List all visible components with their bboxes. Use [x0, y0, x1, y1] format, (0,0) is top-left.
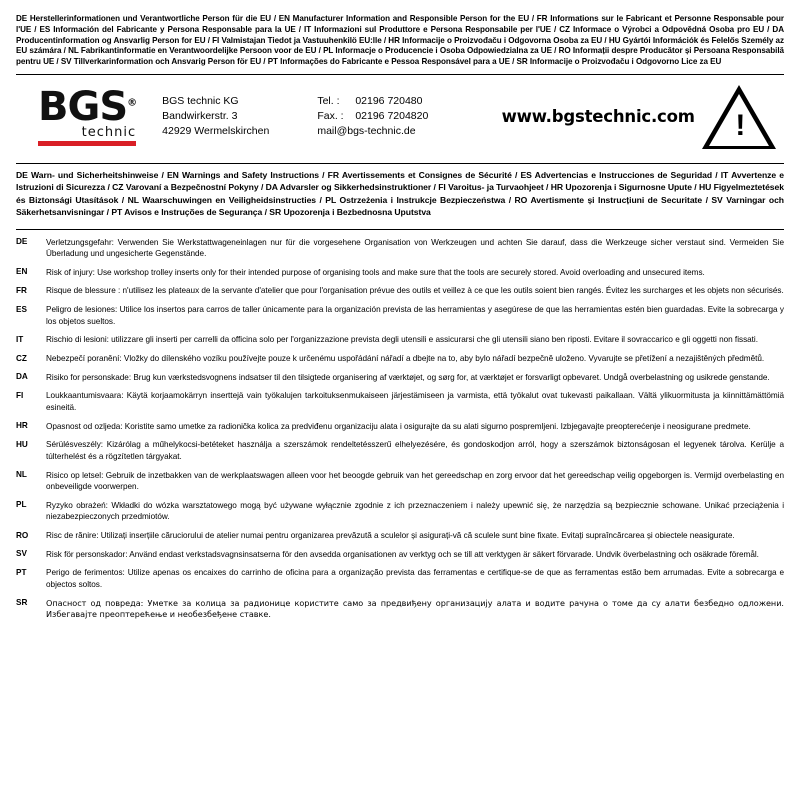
company-street: Bandwirkerstr. 3 [162, 110, 238, 123]
instruction-text: Opasnost od ozljeda: Koristite samo umetke za radionička kolica za predviđenu organizaciju alata i osigurajte da su alati sigurno pospremljeni. Izbjegavajte preopterećenje i neosigurane predmete. [46, 421, 751, 431]
divider-bottom [16, 229, 784, 230]
language-code: CZ [16, 353, 27, 363]
language-code: RO [16, 530, 29, 540]
manufacturer-information-notice: DE Herstellerinformationen und Verantwortliche Person für die EU / EN Manufacturer Information and Responsible Person for the EU / FR Informations sur le Fabricant et Personne Responsable pour l'UE / ES Información del Fabricante y Persona Responsable para la UE / IT Informazioni sul Produttore e Persona Responsabile per l'UE / CZ Informace o Výrobci a Odpovědná Osoba pro EU / DA Producentinformation og Ansvarlig Person for EU / FI Valmistajan Tiedot ja Vastuuhenkilö EU:lle / HR Informacije o Proizvođaču i Odgovorna Osoba za EU / HU Gyártói Információk és Felelős Személy az EU számára / NL Fabrikantinformatie en Verantwoordelijke Persoon voor de EU / PL Informacje o Producencie i Osoba Odpowiedzialna za UE / RO Informații despre Producător și Persoana Responsabilă pentru UE / SV Tillverkarinformation och Ansvarig Person för EU / PT Informações do Fabricante e Pessoa Responsável para a UE / SR Informacije o Proizvođaču i Odgovorno Lice za EU [16, 14, 784, 66]
fax-label: Fax. : [317, 110, 344, 123]
language-code: EN [16, 267, 28, 277]
instruction-row [16, 598, 784, 621]
logo-subtitle: technic [81, 125, 137, 141]
language-code: NL [16, 470, 27, 480]
instructions-list [16, 237, 784, 621]
instruction-row [16, 530, 784, 542]
company-header-band [16, 75, 784, 157]
warnings-title: DE Warn- und Sicherheitshinweise / EN Warnings and Safety Instructions / FR Avertissements et Consignes de Sécurité / ES Advertencias e Instrucciones de Seguridad / IT Avvertenze e Istruzioni di Sicurezza / CZ Varovaní a Bezpečnostní Pokyny / DA Advarsler og Sikkerhedsinstruktioner / FI Varoitus- ja Turvaohjeet / HR Upozorenja i Sigurnosne Upute / HU Figyelmeztetések és Biztonsági Utasítások / NL Waarschuwingen en Veiligheidsinstructies / PL Ostrzeżenia i Instrukcje Bezpieczeństwa / RO Avertismente și Instrucțiuni de Securitate / SV Varningar och Säkerhetsanvisningar / PT Avisos e Instruções de Segurança / SR Upozorenja i Bezbednosna Uputstva [16, 169, 784, 218]
instruction-text: Rischio di lesioni: utilizzare gli inserti per carrelli da officina solo per l'organizzazione prevista degli utensili e assicurarsi che gli utensili siano ben riposti. Evitare il sovraccarico e gli oggetti non fissati. [46, 335, 758, 345]
exclamation-mark: ! [735, 108, 746, 142]
language-code: DA [16, 372, 28, 382]
instruction-text: Опасност од повреда: Уметке за колица за радионице користите само за предвиђену организацију алата и водите рачуна о томе да су алати безбедно одложени. Избегавајте преоптерећење и необезбеђене ставке. [46, 597, 784, 620]
bgs-logo [38, 84, 137, 146]
language-code: SR [16, 598, 28, 608]
logo-word-text: BGS [38, 84, 128, 131]
warning-symbol-cell [695, 85, 784, 149]
language-code: HU [16, 439, 28, 449]
instruction-row [16, 285, 784, 297]
company-name: BGS technic KG [162, 94, 239, 107]
instruction-row [16, 549, 784, 561]
instruction-row [16, 390, 784, 413]
instruction-text: Risico op letsel: Gebruik de inzetbakken van de werkplaatswagen alleen voor het beoogde gebruik van het gereedschap en zorg ervoor dat het gereedschap veilig opgeborgen is. Vermijd overbelasting en onbeveiligde voorwerpen. [46, 470, 784, 492]
language-code: PL [16, 500, 27, 510]
tel-value: 02196 720480 [355, 94, 423, 107]
language-code: IT [16, 334, 24, 344]
instruction-row [16, 421, 784, 433]
instruction-row [16, 267, 784, 279]
language-code: FI [16, 390, 24, 400]
instruction-text: Loukkaantumisvaara: Käytä korjaamokärryn inserttejä vain työkalujen tarkoituksenmukaiseen järjestämiseen ja varmista, että työkalut ovat tukevasti paikallaan. Vältä ylikuormitusta ja kiinnittämättömiä esineitä. [46, 391, 784, 412]
fax-value: 02196 7204820 [355, 110, 429, 123]
instruction-text: Verletzungsgefahr: Verwenden Sie Werkstattwageneinlagen nur für die vorgesehene Organisation von Werkzeugen und achten Sie darauf, dass die Werkzeuge sicher verstaut sind. Vermeiden Sie Überladung und ungesicherte Gegenstände. [46, 237, 784, 259]
instruction-text: Risque de blessure : n'utilisez les plateaux de la servante d'atelier que pour l'organisation prévue des outils et veillez à ce que les outils soient bien rangés. Évitez les surcharges et les objets non sécurisés. [46, 286, 784, 296]
instruction-text: Risc de rănire: Utilizați inserțiile căruciorului de atelier numai pentru organizarea prevăzută a sculelor și asigurați-vă că sculele sunt bine fixate. Evitați supraîncărcarea și obiectele neasigurate. [46, 531, 735, 541]
instruction-row [16, 353, 784, 365]
company-address [162, 94, 317, 140]
contact-mail-row[interactable] [317, 124, 501, 139]
mail-label: mail@ [317, 125, 348, 138]
contact-tel-row [317, 94, 501, 109]
instruction-text: Peligro de lesiones: Utilice los insertos para carros de taller únicamente para la organización prevista de las herramientas y asegúrese de que las herramientas estén bien guardadas. Evite la sobrecarga y los objetos sueltos. [46, 305, 784, 326]
instruction-row [16, 372, 784, 384]
instruction-text: Nebezpečí poranění: Vložky do dílenského vozíku používejte pouze k určenému uspořádání nářadí a dbejte na to, aby bylo nářadí bezpečně uloženo. Vyvarujte se přetížení a nezajištěných předmětů. [46, 354, 765, 364]
company-contact [317, 94, 501, 140]
registered-trademark-icon: ® [127, 97, 137, 109]
language-code: SV [16, 549, 27, 559]
instruction-text: Risiko for personskade: Brug kun værkstedsvognens indsatser til den tilsigtede organisering af værktøjet, og sørg for, at værktøjet er forsvarligt opbevaret. Undgå overbelastning og usikrede genstande. [46, 372, 770, 382]
language-code: HR [16, 421, 28, 431]
language-code: PT [16, 567, 27, 577]
website-link[interactable]: www.bgstechnic.com [501, 107, 695, 127]
instruction-row [16, 567, 784, 590]
company-city: 42929 Wermelskirchen [162, 125, 270, 138]
instruction-row [16, 470, 784, 493]
instruction-text: Perigo de ferimentos: Utilize apenas os encaixes do carrinho de oficina para a organização prevista das ferramentas e certifique-se de que as ferramentas estão bem arrumadas. Evite a sobrecarga e objectos soltos. [46, 568, 784, 590]
instruction-row [16, 439, 784, 462]
contact-fax-row [317, 109, 501, 124]
instruction-text: Ryzyko obrażeń: Wkładki do wózka warsztatowego mogą być używane wyłącznie zgodnie z ich przeznaczeniem i należy upewnić się, że narzędzia są bezpiecznie schowane. Unikać przeciążenia i niezabezpieczonych przedmiotów. [46, 500, 784, 522]
language-code: DE [16, 237, 28, 247]
logo-cell [16, 84, 162, 146]
instruction-row [16, 237, 784, 260]
instruction-text: Risk för personskador: Använd endast verkstadsvagnsinsatserna för den avsedda organisationen av verktyg och se till att verktygen är säkert förvarade. Undvik överbelastning och osäkrade föremål. [46, 549, 759, 559]
tel-label: Tel. : [317, 94, 340, 107]
instruction-row [16, 500, 784, 523]
instruction-row [16, 334, 784, 346]
language-code: FR [16, 285, 27, 295]
warning-triangle-icon [702, 85, 776, 149]
logo-red-bar [38, 141, 136, 146]
mail-value: bgs-technic.de [347, 125, 416, 138]
instruction-row [16, 304, 784, 327]
instruction-text: Sérülésveszély: Kizárólag a műhelykocsi-betéteket használja a szerszámok rendeltetésszerű elhelyezésére, és gondoskodjon arról, hogy a szerszámok biztonságosan el legyenek tárolva. Kerülje a túlterhelést és a rögzítetlen tárgyakat. [46, 440, 784, 461]
instruction-text: Risk of injury: Use workshop trolley inserts only for their intended purpose of organising tools and make sure that the tools are securely stored. Avoid overloading and unsecured items. [46, 267, 705, 277]
logo-wordmark [38, 84, 137, 131]
language-code: ES [16, 304, 27, 314]
